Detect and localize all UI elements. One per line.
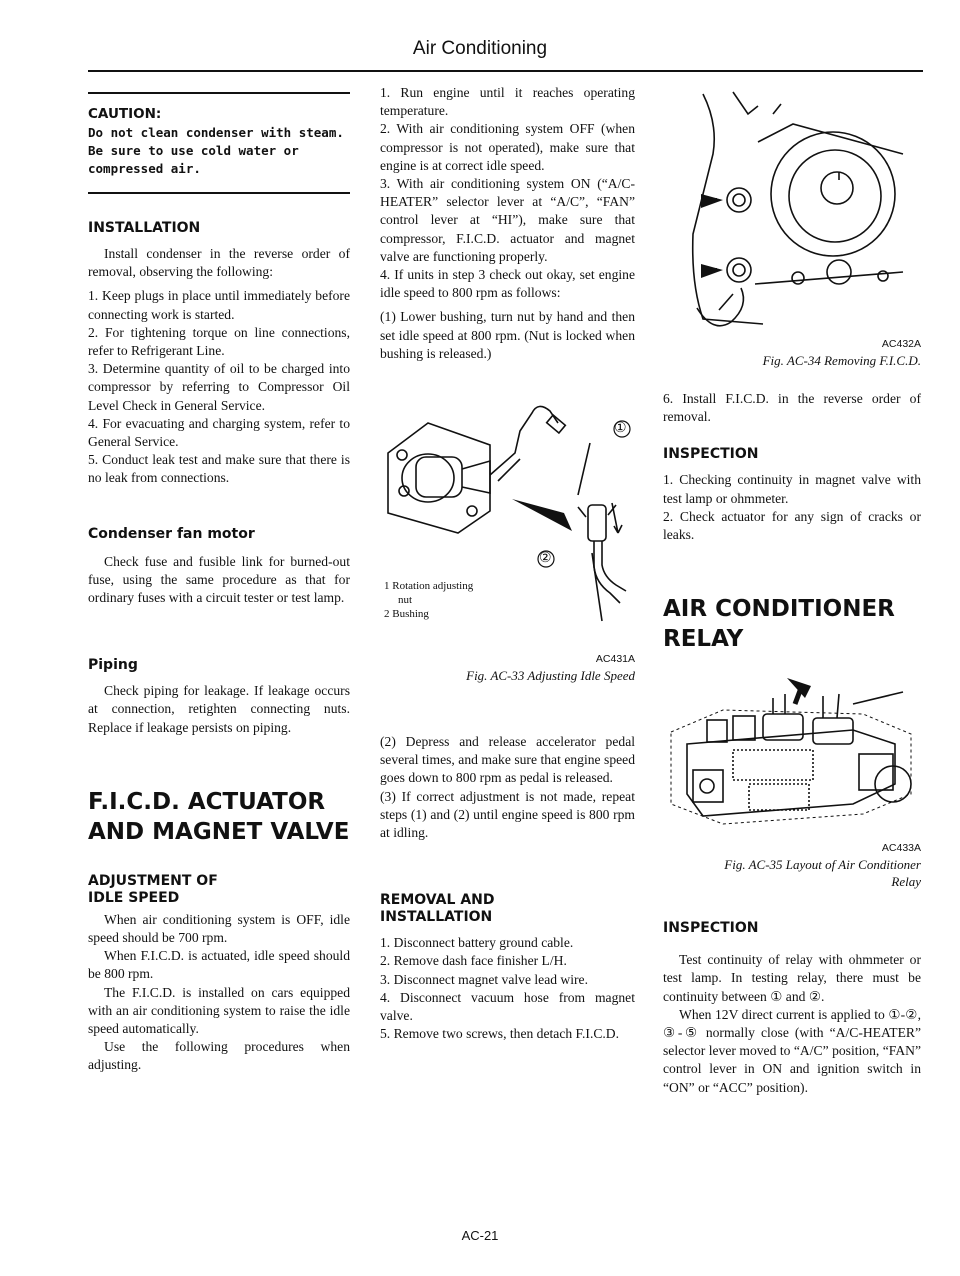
- inspection-heading: INSPECTION: [663, 920, 759, 937]
- installation-step: 4. For evacuating and charging system, refer to General Service.: [88, 415, 350, 450]
- removal-heading-line1: REMOVAL AND: [380, 892, 495, 909]
- inspection-step: 2. Check actuator for any sign of cracks or leaks.: [663, 508, 921, 543]
- installation-step: 1. Keep plugs in place until immediately before connecting work is started.: [88, 288, 350, 322]
- procedure-sub1: (1) Lower bushing, turn nut by hand and then set idle speed at 800 rpm. (Nut is locked when bushing is released.): [380, 309, 635, 361]
- adjustment-paragraph: When air conditioning system is OFF, idle speed should be 700 rpm.: [88, 911, 350, 946]
- adjustment-heading-line2: IDLE SPEED: [88, 889, 180, 906]
- figure-code: AC432A: [881, 338, 921, 350]
- piping-heading: Piping: [88, 657, 138, 674]
- adjustment-heading: [88, 873, 350, 907]
- install-step-6: 6. Install F.I.C.D. in the reverse order of removal.: [663, 391, 921, 425]
- removal-step: 4. Disconnect vacuum hose from magnet valve.: [380, 989, 635, 1024]
- column-right: [663, 84, 921, 1097]
- ficd-removal-illustration: [663, 84, 921, 334]
- header-rule: [88, 70, 923, 72]
- figure-code: AC433A: [881, 842, 921, 855]
- legend-item-1-cont: nut: [398, 594, 413, 607]
- removal-step: 3. Disconnect magnet valve lead wire.: [380, 971, 588, 987]
- figure-caption-cont: Relay: [891, 874, 921, 890]
- removal-step: 1. Disconnect battery ground cable.: [380, 935, 574, 951]
- installation-intro: Install condenser in the reverse order of removal, observing the following:: [88, 246, 350, 280]
- ficd-heading: [88, 787, 350, 847]
- removal-step: 2. Remove dash face finisher L/H.: [380, 953, 567, 969]
- adjustment-paragraph: When F.I.C.D. is actuated, idle speed should be 800 rpm.: [88, 948, 350, 982]
- installation-step: 3. Determine quantity of oil to be charged into compressor by referring to Compressor Oil Level Check in General Service.: [88, 361, 350, 413]
- removal-step: 5. Remove two screws, then detach F.I.C.D.: [380, 1026, 620, 1042]
- adjustment-paragraph: The F.I.C.D. is installed on cars equipped with an air conditioning system to raise the idle speed automatically.: [88, 984, 350, 1037]
- procedure-step: 2. With air conditioning system OFF (when compressor is not operated), make sure that engine is at correct idle speed.: [380, 121, 635, 173]
- page-header: Air Conditioning: [412, 38, 548, 59]
- relay-heading: [663, 594, 921, 654]
- condenser-fan-motor-text: Check fuse and fusible link for burned-out fuse, using the same procedure as that for ordinary fuses with a circuit tester or test lamp.: [88, 553, 350, 606]
- relay-inspection-text: Test continuity of relay with ohmmeter or test lamp. In testing relay, there must be continuity between ① and ②.: [663, 952, 921, 1004]
- piping-text: Check piping for leakage. If leakage occurs at connection, retighten connecting nuts. Replace if leakage persists on piping.: [88, 683, 350, 735]
- relay-inspection-text: When 12V direct current is applied to ①-②, ③-⑤ normally close (with “A/C-HEATER” selector lever moved to “A/C” position, “FAN” control lever in ON and ignition switch in “ON” or “ACC” position).: [663, 1006, 921, 1095]
- procedure-step: 4. If units in step 3 check out okay, set engine idle speed to 800 rpm as follows:: [380, 267, 635, 301]
- procedure-step: 3. With air conditioning system ON (“A/C-HEATER” selector lever at “A/C”, “FAN” control lever at “HI”), make sure that compressor, F.I.C.D. actuator and magnet valve are functioning properly.: [380, 176, 635, 264]
- procedure-sub3: (3) If correct adjustment is not made, repeat steps (1) and (2) until engine speed is 800 rpm at idling.: [380, 788, 635, 841]
- inspection-step: 1. Checking continuity in magnet valve with test lamp or ohmmeter.: [663, 472, 921, 506]
- figure-ac34: [663, 84, 921, 370]
- legend-item-1: 1 Rotation adjusting: [384, 580, 474, 593]
- figure-code: AC431A: [595, 653, 635, 666]
- figure-legend: [384, 579, 473, 621]
- page-number: AC-21: [461, 1228, 499, 1243]
- legend-item-2: 2 Bushing: [384, 608, 429, 621]
- column-left: [88, 92, 350, 1075]
- caution-title: CAUTION:: [88, 106, 162, 122]
- removal-heading: [380, 892, 635, 926]
- figure-label-1: ①: [614, 421, 627, 437]
- ficd-heading-line1: F.I.C.D. ACTUATOR: [88, 788, 326, 815]
- relay-layout-illustration: [663, 674, 921, 844]
- relay-heading-line2: RELAY: [663, 626, 744, 653]
- caution-box: [88, 92, 350, 194]
- caution-text: Do not clean condenser with steam. Be sure to use cold water or compressed air.: [88, 125, 344, 176]
- removal-heading-line2: INSTALLATION: [380, 909, 493, 926]
- figure-caption: Fig. AC-33 Adjusting Idle Speed: [466, 668, 635, 684]
- inspection-heading: INSPECTION: [663, 446, 759, 463]
- figure-caption: Fig. AC-35 Layout of Air Conditioner: [724, 857, 921, 873]
- column-middle: [380, 84, 635, 1043]
- figure-label-2: ②: [539, 551, 552, 567]
- figure-ac35: [663, 674, 921, 888]
- adjustment-paragraph: Use the following procedures when adjusting.: [88, 1039, 350, 1073]
- adjustment-heading-line1: ADJUSTMENT OF: [88, 872, 218, 889]
- condenser-fan-motor-heading: Condenser fan motor: [88, 525, 255, 542]
- installation-step: 5. Conduct leak test and make sure that there is no leak from connections.: [88, 452, 350, 486]
- figure-ac33: [380, 383, 635, 683]
- ficd-heading-line2: AND MAGNET VALVE: [88, 818, 350, 845]
- installation-heading: INSTALLATION: [88, 220, 201, 236]
- procedure-step: 1. Run engine until it reaches operating temperature.: [380, 85, 635, 119]
- figure-caption: Fig. AC-34 Removing F.I.C.D.: [762, 353, 921, 368]
- installation-step: 2. For tightening torque on line connections, refer to Refrigerant Line.: [88, 324, 350, 359]
- procedure-sub2: (2) Depress and release accelerator pedal several times, and make sure that engine speed goes down to 800 rpm as pedal is released.: [380, 734, 635, 786]
- relay-heading-line1: AIR CONDITIONER: [663, 596, 895, 623]
